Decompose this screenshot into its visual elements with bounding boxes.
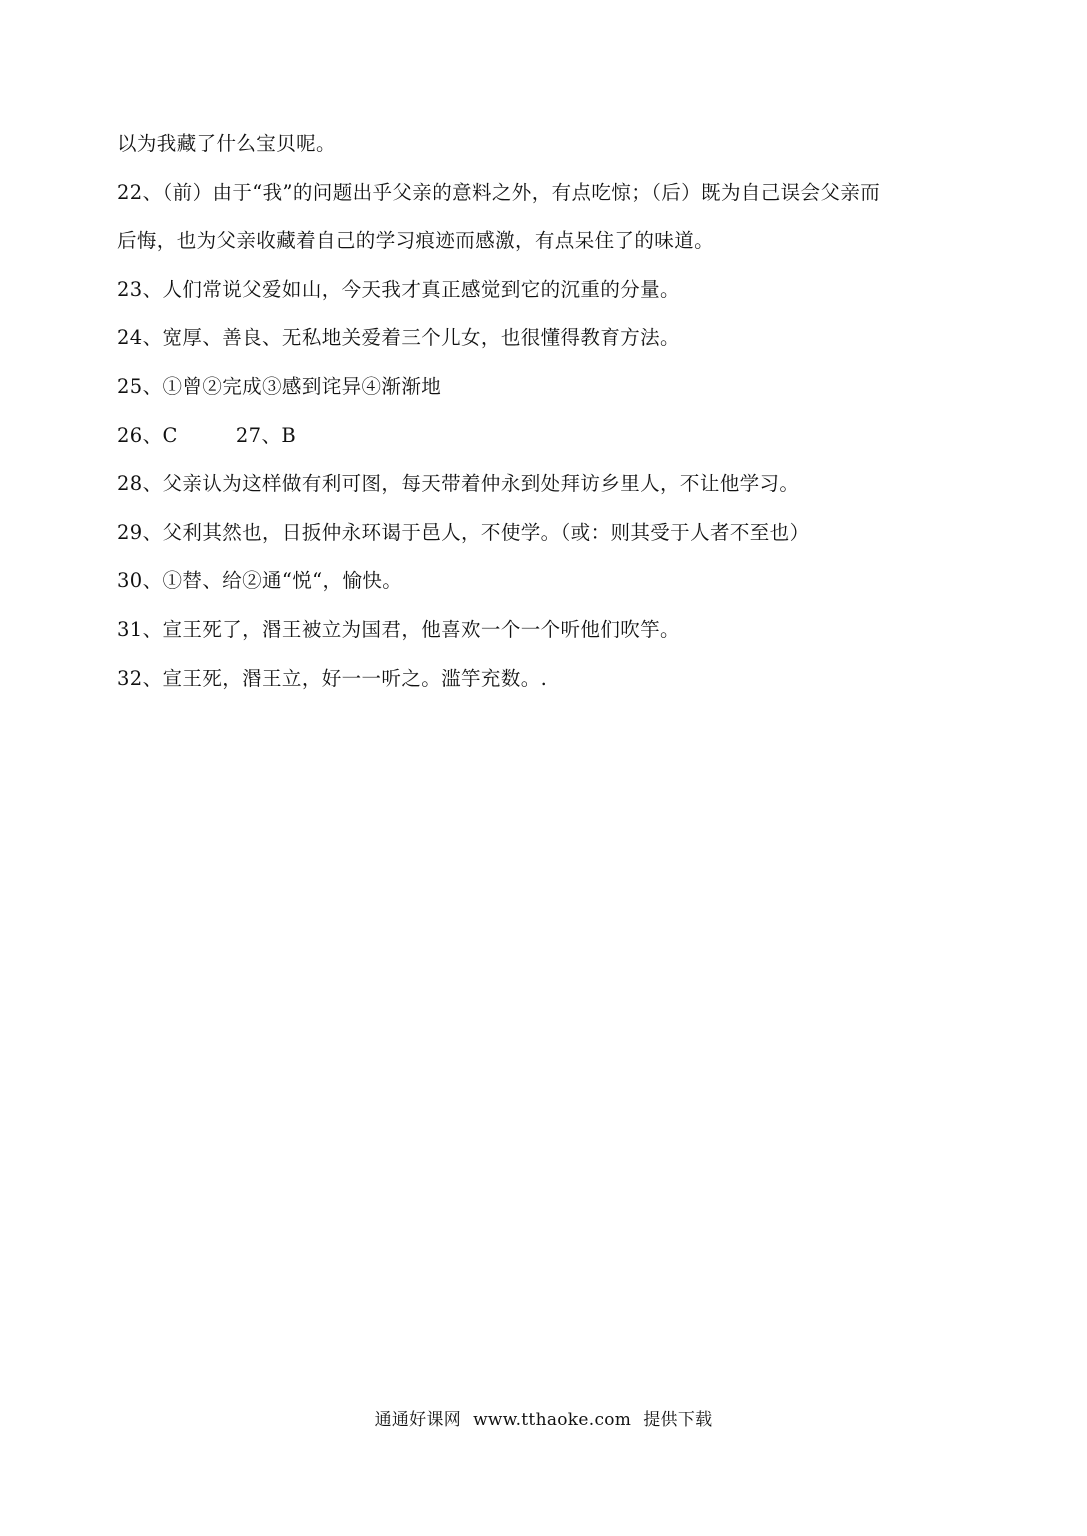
answer-26-27 xyxy=(117,416,987,465)
answer-26: 26、C xyxy=(117,423,178,447)
answer-30: 30、①替、给②通“悦“，愉快。 xyxy=(117,569,403,593)
answer-27: 27、B xyxy=(235,423,297,447)
answer-line-continuation: 以为我藏了什么宝贝呢。 xyxy=(117,132,336,155)
answer-23: 23、人们常说父爱如山，今天我才真正感觉到它的沉重的分量。 xyxy=(117,277,680,301)
footer-suffix: 提供下载 xyxy=(643,1410,713,1430)
footer-site-name: 通通好课网 xyxy=(374,1410,462,1430)
page-footer xyxy=(0,1408,1087,1432)
answer-29: 29、父利其然也，日扳仲永环谒于邑人，不使学。（或：则其受于人者不至也） xyxy=(117,520,810,544)
answer-32: 32、宣王死，湣王立，好一一听之。滥竽充数。. xyxy=(117,666,548,690)
answer-24: 24、宽厚、善良、无私地关爱着三个儿女，也很懂得教育方法。 xyxy=(117,326,680,350)
answer-22-line-1: 22、（前）由于“我”的问题出乎父亲的意料之外，有点吃惊；（后）既为自己误会父亲而 xyxy=(117,180,881,204)
answer-31: 31、宣王死了，湣王被立为国君，他喜欢一个一个听他们吹竽。 xyxy=(117,617,680,641)
answer-25: 25、①曾②完成③感到诧异④渐渐地 xyxy=(117,374,442,398)
answer-22-line-2: 后悔，也为父亲收藏着自己的学习痕迹而感激，有点呆住了的味道。 xyxy=(117,229,715,253)
answer-28: 28、父亲认为这样做有利可图，每天带着仲永到处拜访乡里人，不让他学习。 xyxy=(117,472,800,496)
answer-list xyxy=(117,124,987,707)
footer-url: www.tthaoke.com xyxy=(473,1410,632,1430)
